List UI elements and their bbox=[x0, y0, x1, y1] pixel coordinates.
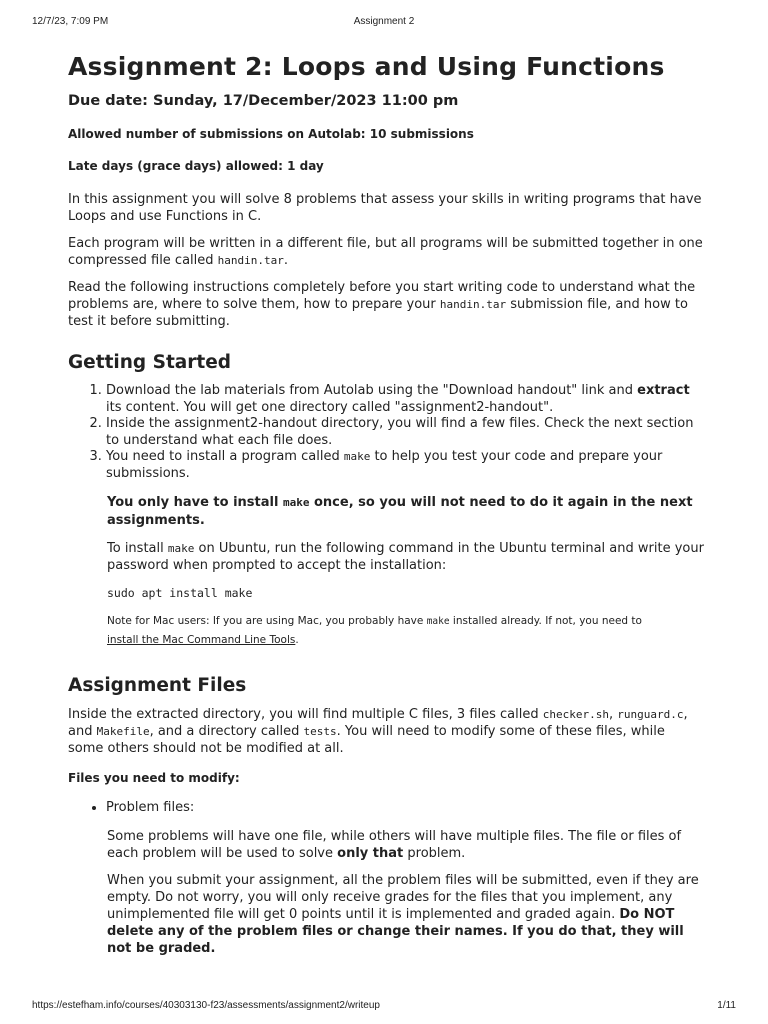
mac-command-line-tools-link[interactable]: install the Mac Command Line Tools bbox=[107, 634, 296, 646]
late-days: Late days (grace days) allowed: 1 day bbox=[68, 159, 324, 173]
intro-paragraph-1: In this assignment you will solve 8 problems that assess your skills in writing programs that have Loops and use Functions in C. bbox=[68, 192, 702, 224]
section-heading-assignment-files: Assignment Files bbox=[68, 675, 247, 696]
inline-code: make bbox=[343, 450, 371, 463]
due-date: Due date: Sunday, 17/December/2023 11:00 pm bbox=[68, 93, 459, 109]
print-datetime: 12/7/23, 7:09 PM bbox=[32, 16, 109, 27]
problem-files-paragraph-2: When you submit your assignment, all the problem files will be submitted, even if they are empty. Do not worry, you will only receive grades for the files that you implement, any unimplemented file will get 0 points until it is implemented and graded again. Do NOT delete any of the problem files or change their names. If you do that, they will not be graded. bbox=[107, 873, 699, 956]
print-footer bbox=[32, 1000, 736, 1011]
list-item: 3. You need to install a program called make to help you test your code and prepare your submissions. bbox=[106, 449, 704, 482]
document-content bbox=[68, 52, 704, 967]
list-item: 1. Download the lab materials from Autolab using the "Download handout" link and extract its content. You will get one directory called "assignment2-handout". bbox=[106, 383, 704, 416]
problem-files-paragraph-1: Some problems will have one file, while others will have multiple files. The file or files of each problem will be used to solve only that problem. bbox=[107, 829, 682, 861]
install-instructions: To install make on Ubuntu, run the following command in the Ubuntu terminal and write your password when prompted to accept the installation: bbox=[107, 541, 704, 573]
section-heading-getting-started: Getting Started bbox=[68, 352, 232, 373]
print-page-number: 1/11 bbox=[717, 1000, 736, 1011]
page-title: Assignment 2: Loops and Using Functions bbox=[68, 52, 665, 81]
problem-files-block bbox=[107, 828, 704, 957]
inline-code: handin.tar bbox=[217, 254, 284, 267]
files-to-modify-heading: Files you need to modify: bbox=[68, 771, 240, 785]
mac-users-note: Note for Mac users: If you are using Mac, you probably have make installed already. If not, you need to install the Mac Command Line Tools. bbox=[107, 615, 642, 646]
intro-paragraph-2: Each program will be written in a different file, but all programs will be submitted together in one compressed file called handin.tar. bbox=[68, 236, 703, 268]
print-url: https://estefham.info/courses/40303130-f23/assessments/assignment2/writeup bbox=[32, 1000, 380, 1011]
inline-code: handin.tar bbox=[439, 298, 507, 311]
list-item: 2. Inside the assignment2-handout directory, you will find a few files. Check the next section to understand what each file does. bbox=[106, 416, 704, 449]
list-item: • Problem files: bbox=[106, 799, 704, 816]
getting-started-steps bbox=[68, 383, 704, 482]
install-once-note: You only have to install make once, so you will not need to do it again in the next assignments. bbox=[107, 495, 693, 528]
assignment-files-paragraph: Inside the extracted directory, you will find multiple C files, 3 files called checker.sh, runguard.c, and Makefile, and a directory called tests. You will need to modify some of these files, while some others should not be modified at all. bbox=[68, 707, 688, 756]
submissions-allowed: Allowed number of submissions on Autolab: 10 submissions bbox=[68, 127, 474, 141]
intro-paragraph-3: Read the following instructions completely before you start writing code to understand what the problems are, where to solve them, how to prepare your handin.tar submission file, and how to test it before submitting. bbox=[68, 280, 696, 329]
files-to-modify-list bbox=[68, 799, 704, 816]
install-command: sudo apt install make bbox=[107, 586, 253, 600]
print-page-title: Assignment 2 bbox=[353, 16, 415, 27]
install-make-block bbox=[107, 494, 704, 649]
